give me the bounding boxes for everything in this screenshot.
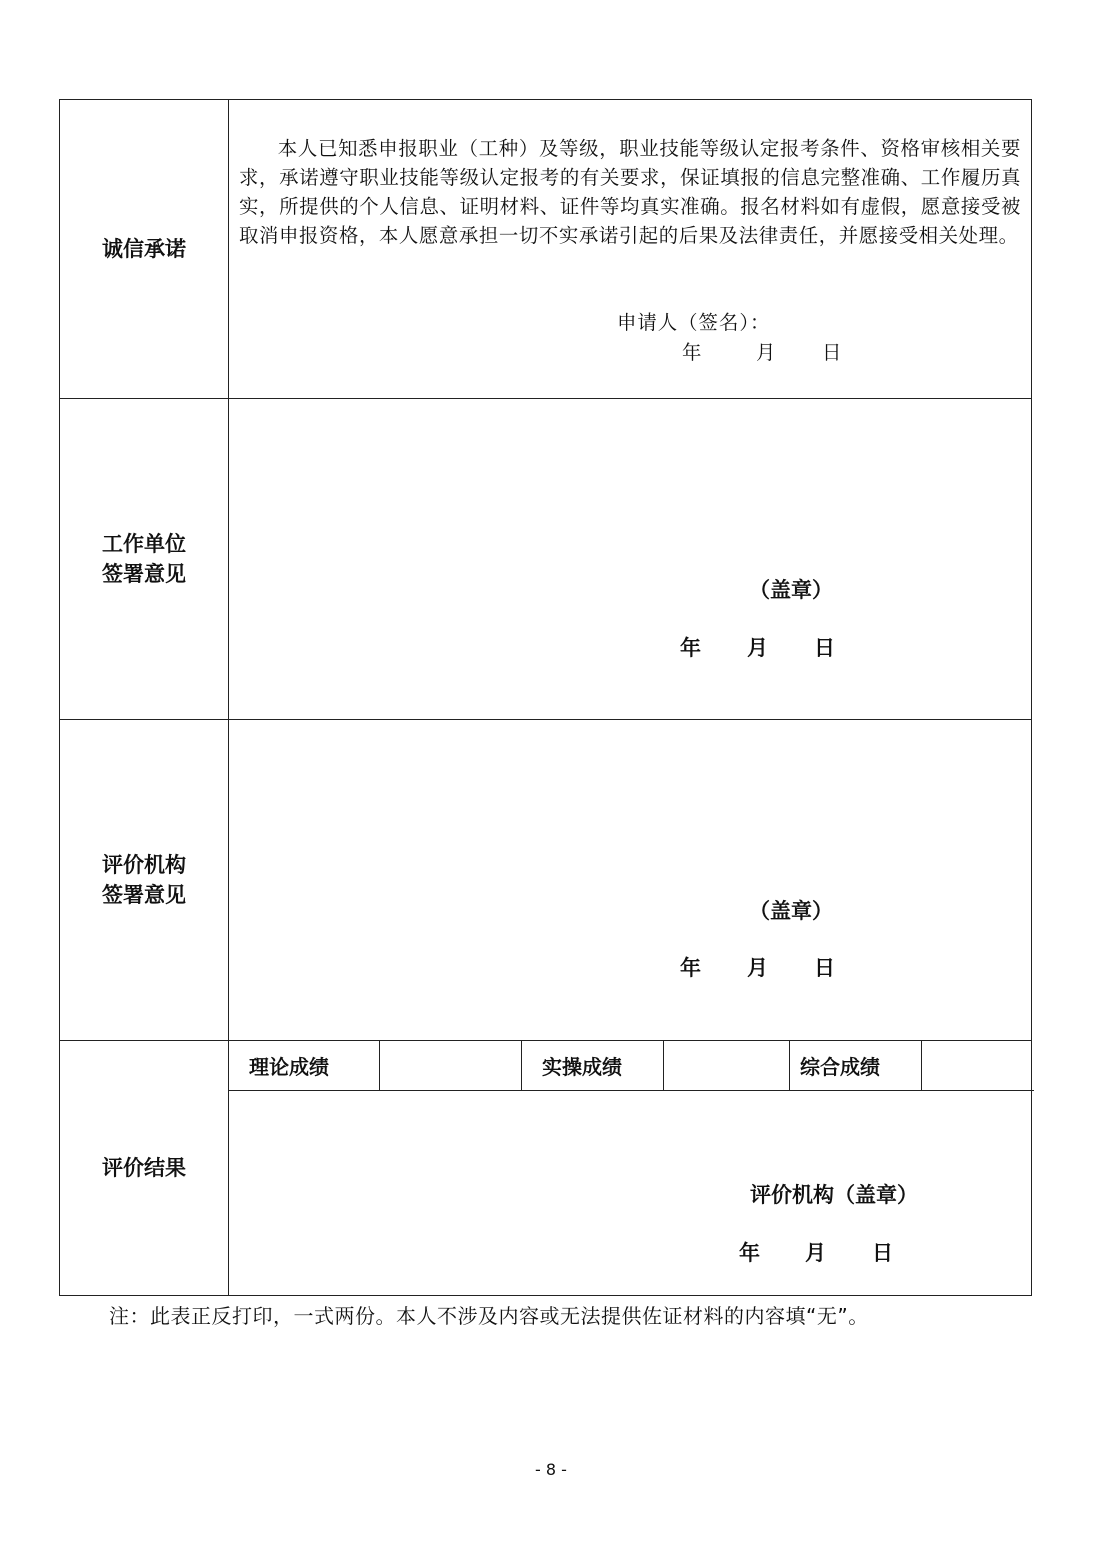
evaluation-result-label-cell [60,1041,229,1296]
evaluation-org-label-line1: 评价机构 [102,853,186,877]
applicant-signature-label: 申请人（签名）： [617,311,771,334]
pledge-label-cell [60,100,229,399]
pledge-date-month: 月 [756,341,776,364]
pledge-label: 诚信承诺 [102,237,186,261]
result-date-month: 月 [805,1241,826,1265]
work-unit-label-line1: 工作单位 [102,532,186,556]
work-unit-label-line2: 签署意见 [102,562,186,586]
evaluation-result-label: 评价结果 [102,1156,186,1180]
evaluation-org-label-cell [60,720,229,1041]
practice-score-label: 实操成绩 [522,1041,664,1091]
evaluation-result-row [60,1041,1032,1296]
work-unit-date-year: 年 [680,636,701,660]
work-unit-row [60,399,1032,720]
score-table [229,1041,1034,1091]
work-unit-stamp-label: （盖章） [749,578,833,602]
evaluation-org-date-month: 月 [747,956,768,980]
overall-score-field[interactable] [922,1041,1035,1091]
evaluation-org-label-line2: 签署意见 [102,883,186,907]
practice-score-field[interactable] [664,1041,790,1091]
pledge-date-day: 日 [822,341,842,364]
evaluation-org-date-year: 年 [680,956,701,980]
pledge-row [60,100,1032,399]
score-row [229,1041,1034,1091]
pledge-text: 本人已知悉申报职业（工种）及等级，职业技能等级认定报考条件、资格审核相关要求，承诺遵守职业技能等级认定报考的有关要求，保证填报的信息完整准确、工作履历真实，所提供的个人信息、证明材料、证件等均真实准确。报名材料如有虚假，愿意接受被取消申报资格，本人愿意承担一切不实承诺引起的后果及法律责任，并愿接受相关处理。 [239,137,1021,247]
page-number: - 8 - [535,1460,567,1479]
pledge-content-cell [229,100,1032,399]
overall-score-label: 综合成绩 [790,1041,922,1091]
pledge-date-year: 年 [682,341,702,364]
result-date-day: 日 [872,1241,893,1265]
work-unit-label-cell [60,399,229,720]
footnote: 注：此表正反打印，一式两份。本人不涉及内容或无法提供佐证材料的内容填“无”。 [109,1304,869,1328]
evaluation-org-opinion-cell[interactable] [229,720,1032,1041]
work-unit-opinion-cell[interactable] [229,399,1032,720]
evaluation-org-row [60,720,1032,1041]
theory-score-label: 理论成绩 [229,1041,380,1091]
application-form-table [59,99,1032,1296]
work-unit-date-month: 月 [747,636,768,660]
evaluation-org-stamp-label: （盖章） [749,899,833,923]
evaluation-org-date-day: 日 [814,956,835,980]
evaluation-result-cell [229,1041,1032,1296]
evaluation-org-stamp-result: 评价机构（盖章） [750,1183,918,1207]
theory-score-field[interactable] [380,1041,522,1091]
result-date-year: 年 [739,1241,760,1265]
work-unit-date-day: 日 [814,636,835,660]
